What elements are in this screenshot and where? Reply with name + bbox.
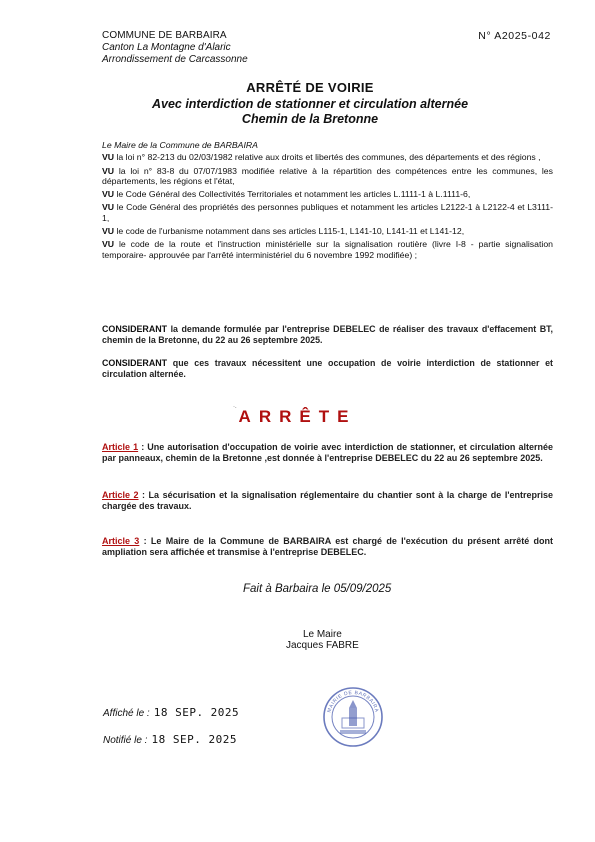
vu-text: le code de l'urbanisme notamment dans ses articles L115-1, L141-10, L141-11 et L141-12, xyxy=(116,226,465,237)
svg-text:MAIRIE DE BARBAIRA: MAIRIE DE BARBAIRA xyxy=(326,689,380,714)
vu-label: VU xyxy=(102,202,115,213)
vu-text: le Code Général des propriétés des personnes publiques et notamment les articles L2122-1 à L2122-4 et L3111-1, xyxy=(102,202,553,223)
considerant-label: CONSIDERANT xyxy=(102,358,168,368)
vu-paragraph xyxy=(102,239,553,260)
vu-paragraph xyxy=(102,202,553,223)
notification-line xyxy=(103,733,237,746)
article-text: : La sécurisation et la signalisation réglementaire du chantier sont à la charge de l'entreprise chargée des travaux. xyxy=(102,490,553,511)
article-label: Article 3 xyxy=(102,536,140,546)
vu-paragraph xyxy=(102,189,553,199)
affichage-line xyxy=(103,706,239,719)
visas-section xyxy=(102,140,553,263)
commune-name: COMMUNE DE BARBAIRA xyxy=(102,30,227,41)
signatory xyxy=(286,629,359,651)
article-text: : Une autorisation d'occupation de voirie avec interdiction de stationner, et circulation alternée par panneaux, chemin de la Bretonne ,est donnée à l'entreprise DEBELEC du 22 au 26 septembre 2025. xyxy=(102,442,553,463)
mairie-seal-icon xyxy=(322,686,384,748)
notifie-label: Notifié le : xyxy=(103,735,148,746)
article-2 xyxy=(102,490,553,512)
affiche-date: 18 SEP. 2025 xyxy=(153,706,240,719)
title-main: ARRÊTÉ DE VOIRIE xyxy=(246,80,374,95)
vu-paragraph xyxy=(102,226,553,236)
vu-label: VU xyxy=(102,226,115,237)
vu-label: VU xyxy=(102,189,115,200)
considerant-2 xyxy=(102,358,553,380)
vu-text: le Code Général des Collectivités Territoriales et notamment les articles L.1111-1 à L.1111-6, xyxy=(116,189,471,200)
article-text: : Le Maire de la Commune de BARBAIRA est chargé de l'exécution du présent arrêté dont ampliation sera affichée et transmise à l'entreprise DEBELEC. xyxy=(102,536,553,557)
arrete-number: N° A2025-042 xyxy=(478,30,551,42)
signatory-name: Jacques FABRE xyxy=(286,640,359,651)
article-label: Article 1 xyxy=(102,442,139,452)
considerant-text: la demande formulée par l'entreprise DEBELEC de réaliser des travaux d'effacement BT, chemin de la Bretonne, du 22 au 26 septembre 2025. xyxy=(102,324,554,345)
vu-label: VU xyxy=(102,152,115,163)
vu-label: VU xyxy=(102,165,115,176)
canton-line: Canton La Montagne d'Alaric xyxy=(102,42,231,53)
title-subtitle-2: Chemin de la Bretonne xyxy=(241,112,379,126)
signatory-role: Le Maire xyxy=(302,629,342,640)
vu-text: la loi n° 83-8 du 07/07/1983 modifiée relative à la répartition des compétences entre les communes, les départements, les régions et l'état, xyxy=(102,165,553,186)
official-stamp xyxy=(322,686,384,753)
considerant-1 xyxy=(102,324,553,346)
article-3 xyxy=(102,536,553,558)
considerant-text: que ces travaux nécessitent une occupation de voirie interdiction de stationner et circulation alternée. xyxy=(102,358,554,379)
vu-text: la loi n° 82-213 du 02/03/1982 relative aux droits et libertés des communes, des départements et des régions , xyxy=(116,152,541,163)
scan-artifact: ·. xyxy=(233,404,237,410)
place-date-line: Fait à Barbaira le 05/09/2025 xyxy=(243,583,392,595)
title-subtitle-1: Avec interdiction de stationner et circulation alternée xyxy=(151,97,469,111)
article-label: Article 2 xyxy=(102,490,139,500)
vu-paragraph xyxy=(102,152,553,162)
arrondissement-line: Arrondissement de Carcassonne xyxy=(102,54,248,65)
vu-label: VU xyxy=(102,239,115,250)
document-title xyxy=(60,80,560,127)
vu-text: le code de la route et l'instruction ministérielle sur la signalisation routière (livre I-8 - partie signalisation temporaire- approuvée par l'arrêté interministériel du 6 novembre 1992 modifiée) ; xyxy=(102,239,553,260)
article-1 xyxy=(102,442,553,464)
vu-paragraph xyxy=(102,166,553,187)
arrete-heading: ARRÊTE xyxy=(238,407,357,426)
notifie-date: 18 SEP. 2025 xyxy=(151,733,237,746)
letterhead xyxy=(102,30,248,66)
considerant-label: CONSIDERANT xyxy=(102,324,168,334)
affiche-label: Affiché le : xyxy=(103,708,150,719)
maire-line: Le Maire de la Commune de BARBAIRA xyxy=(102,140,258,150)
